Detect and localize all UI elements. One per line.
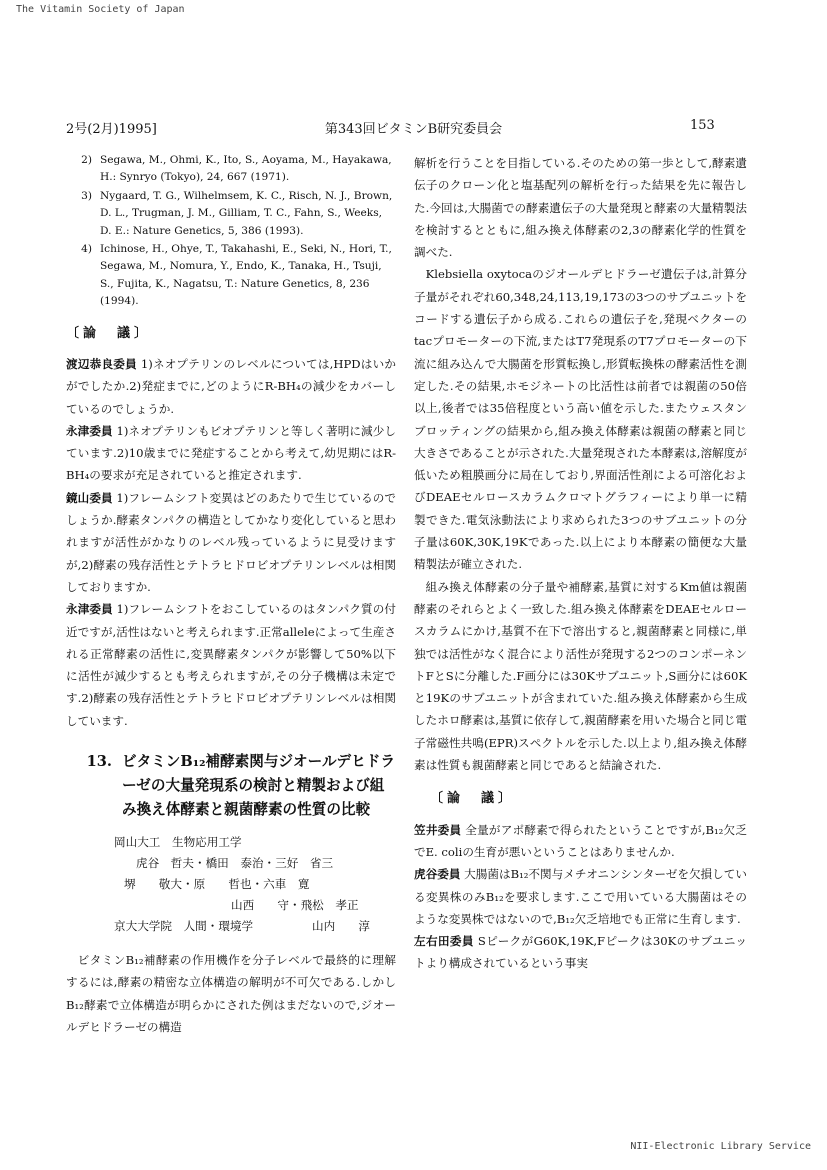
reference-text: Segawa, M., Ohmi, K., Ito, S., Aoyama, M., Hayakawa, H.: Synryo (Tokyo), 24, 667 (1971).: [100, 154, 392, 184]
discussion-paragraph: [414, 819, 747, 864]
watermark-top: The Vitamin Society of Japan: [16, 4, 185, 15]
speaker-name: 虎谷委員: [414, 867, 461, 882]
speaker-name: 永津委員: [66, 423, 113, 438]
reference-item: [66, 188, 396, 240]
discussion-paragraph: [66, 420, 396, 487]
reference-text: Nygaard, T. G., Wilhelmsem, K. C., Risch, N. J., Brown, D. L., Trugman, J. M., Gilliam, T. C., Fahn, S., Weeks, D. E.: Nature Genetics, 5, 386 (1993).: [100, 189, 393, 237]
speaker-name: 鏡山委員: [66, 490, 113, 505]
discussion-paragraph: [414, 863, 747, 930]
reference-list: [66, 152, 396, 311]
speaker-name: 渡辺恭良委員: [66, 356, 137, 371]
speaker-name: 笠井委員: [414, 822, 462, 837]
discussion-paragraph: [66, 487, 396, 598]
header-issue: 2号(2月)1995]: [66, 122, 157, 137]
reference-item: [66, 152, 396, 187]
speaker-text: 1)フレームシフトをおこしているのはタンパク質の付近ですが,活性はないと考えられます.正常alleleによって生産される正常酵素の活性に,変異酵素タンパクが影響して50%以下に活性が減少するとも考えられますが,その分子機構は未定です.2)酵素の残存活性とテトラヒドロビオプテリンレベルは相関しています.: [66, 602, 396, 728]
discussion-paragraph: [66, 598, 396, 732]
page-number: 153: [690, 118, 715, 133]
affiliation: 岡山大工 生物応用工学: [114, 835, 242, 849]
discussion-paragraph: [66, 353, 396, 420]
article-title-block: [66, 750, 396, 822]
speaker-text: 1)ネオプテリンもビオプテリンと等しく著明に減少しています.2)10歳までに発症することから考えて,幼児期にはR-BH₄の要求が充足されていると推定されます.: [66, 423, 396, 483]
article-title: ビタミンB₁₂補酵素関与ジオールデヒドラーゼの大量発現系の検討と精製および組み換え体酵素と親菌酵素の性質の比較: [122, 753, 395, 818]
speaker-text: SピークがG60K,19K,Fピークは30Kのサブユニットより構成されているという事実: [414, 934, 748, 971]
header-title: 第343回ビタミンB研究委員会: [324, 122, 503, 137]
speaker-text: 1)ネオプテリンのレベルについては,HPDはいかがでしたか.2)発症までに,どのようにR-BH₄の減少をカバーしているのでしょうか.: [66, 356, 397, 416]
author-line: 山西 守・飛松 孝正: [231, 898, 359, 912]
speaker-name: 左右田委員: [414, 934, 474, 949]
speaker-text: 1)フレームシフト変異はどのあたりで生じているのでしょうか.酵素タンパクの構造としてかなり変化していると思われますが活性がかなりのレベル残っているように見受けますが,2)酵素の残存活性とテトラヒドロビオプテリンレベルは相関しておりますか.: [66, 490, 397, 594]
article-body-paragraph: Klebsiella oxytocaのジオールデヒドラーゼ遺伝子は,計算分子量がそれぞれ60,348,24,113,19,173の3つのサブユニットをコードする遺伝子から成る.これらの遺伝子を,発現ベクターのtacプロモーターの下流,またはT7発現系のT7プロモーターの下流に組み込んで大腸菌を形質転換し,形質転換株の酵素活性を測定した.その結果,ホモジネートの比活性は前者では親菌の50倍以上,後者では35倍程度という高い値を示した.またウェスタンブロッティングの結果から,組み換え体酵素は親菌の酵素と同じ大きさであることが示された.大量発現された本酵素は,溶解度が低いため粗膜画分に局在しており,界面活性剤による可溶化およびDEAEセルロースカラムクロマトグラフィーにより単一に精製できた.電気泳動法により求められた3つのサブユニットの分子量は60K,30K,19Kであった.以上により本酵素の簡便な大量精製法が確立された.: [414, 267, 747, 572]
speaker-text: 大腸菌はB₁₂不関与メチオニンシンターゼを欠損している変異株のみB₁₂を要求します.ここで用いている大腸菌はそのような変異株ではないので,B₁₂欠乏培地でも正常に生育します.: [414, 867, 747, 926]
discussion-paragraph: [414, 930, 747, 975]
article-body-paragraph: 組み換え体酵素の分子量や補酵素,基質に対するKm値は親菌酵素のそれらとよく一致した.組み換え体酵素をDEAEセルロースカラムにかけ,基質不在下で溶出すると,親菌酵素と同様に,単独では活性がなく混合により活性が発現する2つのコンポーネントFとSに分離した.F画分には30Kサブユニット,S画分には60Kと19Kのサブユニットが含まれていた.組み換え体酵素から生成したホロ酵素は,基質に依存して,親菌酵素を用いた場合と同じ電子常磁性共鳴(EPR)スペクトルを示した.以上より,組み換え体酵素は性質も親菌酵素と同じであると結論された.: [414, 579, 747, 773]
reference-item: [66, 241, 396, 311]
reference-number: 4): [81, 243, 92, 256]
reference-number: 3): [81, 189, 92, 202]
article-body-paragraph: ビタミンB₁₂補酵素の作用機作を分子レベルで最終的に理解するには,酵素の精密な立体構造の解明が不可欠である.しかしB₁₂酵素で立体構造が明らかにされた例はまだないので,ジオールデヒドラーゼの構造: [66, 953, 396, 1034]
left-column: [66, 152, 396, 1038]
reference-number: 2): [81, 154, 92, 166]
author-line: 山内 淳: [312, 919, 370, 933]
discussion-heading: 〔論 議〕: [430, 791, 516, 807]
author-line: 虎谷 哲夫・橋田 泰治・三好 省三: [136, 856, 334, 870]
author-line: 堺 敬大・原 哲也・六車 寛: [124, 877, 310, 891]
article-body-paragraph: 解析を行うことを目指している.そのための第一歩として,酵素遺伝子のクローン化と塩基配列の解析を行った結果を先に報告した.今回は,大腸菌での酵素遺伝子の大量発現と酵素の大量精製法を検討するとともに,組み換え体酵素の2,3の酵素化学的性質を調べた.: [414, 156, 747, 260]
reference-text: Ichinose, H., Ohye, T., Takahashi, E., Seki, N., Hori, T., Segawa, M., Nomura, Y., Endo, K., Tanaka, H., Tsuji, S., Fujita, K., Nagatsu, T.: Nature Genetics, 8, 236 (1994).: [100, 243, 392, 308]
speaker-text: 全量がアポ酵素で得られたということですが,B₁₂欠乏でE. coliの生育が悪いということはありませんか.: [414, 822, 747, 859]
right-column: [414, 152, 747, 975]
watermark-bottom: NII-Electronic Library Service: [630, 1141, 811, 1152]
affiliation: 京大大学院 人間・環境学: [114, 919, 254, 933]
speaker-name: 永津委員: [66, 602, 113, 617]
article-number: 13.: [86, 753, 112, 770]
author-block: [66, 832, 396, 937]
discussion-heading: 〔論 議〕: [66, 325, 152, 341]
